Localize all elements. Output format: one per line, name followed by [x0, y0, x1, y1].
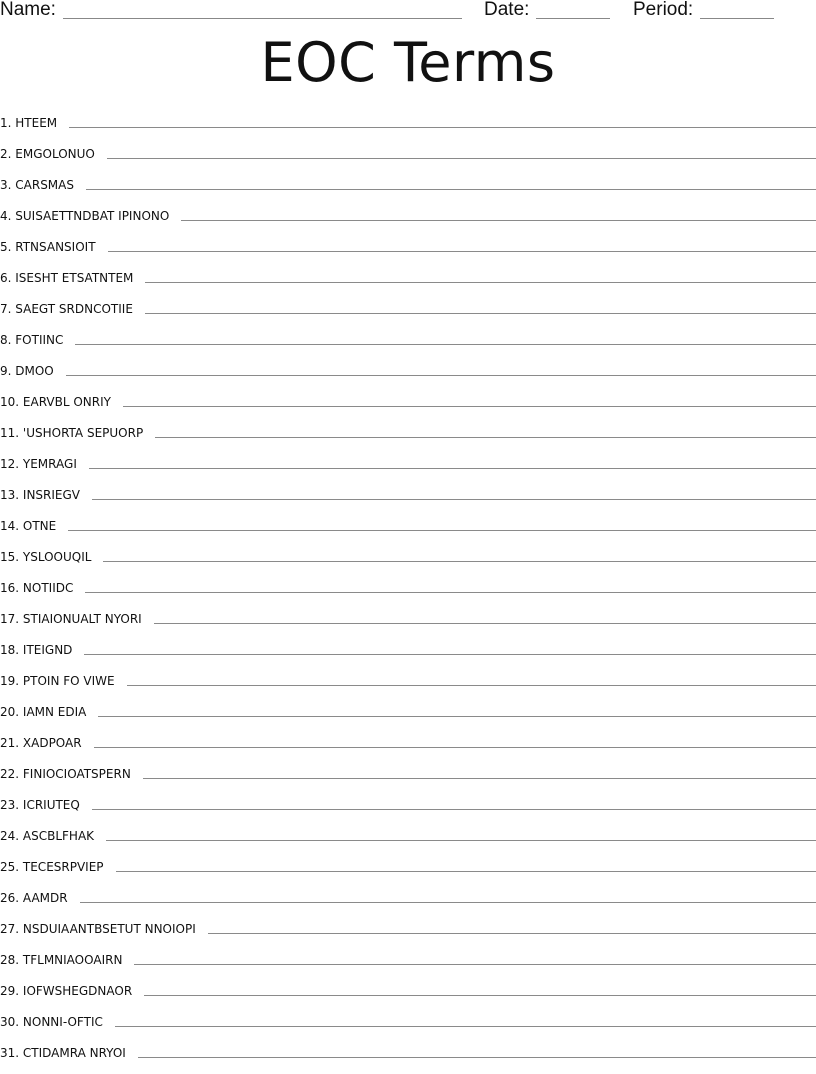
list-item — [0, 671, 816, 702]
period-label: Period: — [633, 0, 694, 20]
list-item — [0, 361, 816, 392]
answer-line[interactable] — [75, 344, 816, 345]
answer-line[interactable] — [208, 933, 816, 934]
answer-line[interactable] — [66, 375, 816, 376]
answer-line[interactable] — [145, 313, 816, 314]
answer-line[interactable] — [116, 871, 816, 872]
scrambled-word: 31. CTIDAMRA NRYOI — [0, 1046, 126, 1060]
list-item — [0, 733, 816, 764]
answer-line[interactable] — [92, 809, 816, 810]
scrambled-word: 2. EMGOLONUO — [0, 147, 95, 161]
date-field[interactable] — [536, 18, 610, 19]
answer-line[interactable] — [123, 406, 816, 407]
answer-line[interactable] — [155, 437, 816, 438]
answer-line[interactable] — [85, 592, 816, 593]
scrambled-word: 26. AAMDR — [0, 891, 68, 905]
answer-line[interactable] — [115, 1026, 816, 1027]
scrambled-word: 10. EARVBL ONRIY — [0, 395, 111, 409]
page-title: EOC Terms — [260, 31, 556, 94]
answer-line[interactable] — [89, 468, 816, 469]
date-label: Date: — [484, 0, 530, 20]
answer-line[interactable] — [143, 778, 816, 779]
list-item — [0, 516, 816, 547]
answer-line[interactable] — [144, 995, 816, 996]
list-item — [0, 175, 816, 206]
scrambled-word: 4. SUISAETTNDBAT IPINONO — [0, 209, 170, 223]
list-item — [0, 702, 816, 733]
scrambled-word: 18. ITEIGND — [0, 643, 73, 657]
scrambled-word: 7. SAEGT SRDNCOTIIE — [0, 302, 133, 316]
list-item — [0, 299, 816, 330]
scrambled-word: 13. INSRIEGV — [0, 488, 80, 502]
scrambled-word: 5. RTNSANSIOIT — [0, 240, 96, 254]
list-item — [0, 919, 816, 950]
list-item — [0, 578, 816, 609]
scrambled-word: 14. OTNE — [0, 519, 57, 533]
list-item — [0, 640, 816, 671]
scrambled-word: 24. ASCBLFHAK — [0, 829, 95, 843]
scrambled-word: 23. ICRIUTEQ — [0, 798, 80, 812]
list-item — [0, 485, 816, 516]
answer-line[interactable] — [84, 654, 816, 655]
list-item — [0, 454, 816, 485]
answer-line[interactable] — [134, 964, 816, 965]
answer-line[interactable] — [68, 530, 816, 531]
answer-line[interactable] — [127, 685, 816, 686]
scrambled-word: 16. NOTIIDC — [0, 581, 74, 595]
list-item — [0, 392, 816, 423]
scrambled-word: 25. TECESRPVIEP — [0, 860, 104, 874]
scrambled-word: 29. IOFWSHEGDNAOR — [0, 984, 133, 998]
scrambled-word: 30. NONNI-OFTIC — [0, 1015, 103, 1029]
scrambled-word: 19. PTOIN FO VIWE — [0, 674, 115, 688]
list-item — [0, 1043, 816, 1074]
worksheet-header — [0, 0, 816, 24]
answer-line[interactable] — [94, 747, 816, 748]
scrambled-word: 22. FINIOCIOATSPERN — [0, 767, 131, 781]
list-item — [0, 857, 816, 888]
list-item — [0, 981, 816, 1012]
list-item — [0, 764, 816, 795]
scrambled-word: 3. CARSMAS — [0, 178, 74, 192]
answer-line[interactable] — [145, 282, 816, 283]
list-item — [0, 144, 816, 175]
answer-line[interactable] — [98, 716, 816, 717]
period-field[interactable] — [700, 18, 774, 19]
answer-line[interactable] — [107, 158, 816, 159]
scrambled-word: 11. 'USHORTA SEPUORP — [0, 426, 144, 440]
list-item — [0, 547, 816, 578]
scrambled-word: 28. TFLMNIAOOAIRN — [0, 953, 123, 967]
word-scramble-list — [0, 113, 816, 1074]
scrambled-word: 20. IAMN EDIA — [0, 705, 87, 719]
scrambled-word: 8. FOTIINC — [0, 333, 64, 347]
list-item — [0, 206, 816, 237]
answer-line[interactable] — [80, 902, 816, 903]
name-label: Name: — [0, 0, 56, 20]
answer-line[interactable] — [86, 189, 816, 190]
name-field[interactable] — [63, 18, 462, 19]
list-item — [0, 950, 816, 981]
scrambled-word: 17. STIAIONUALT NYORI — [0, 612, 142, 626]
list-item — [0, 609, 816, 640]
scrambled-word: 1. HTEEM — [0, 116, 58, 130]
answer-line[interactable] — [92, 499, 816, 500]
scrambled-word: 21. XADPOAR — [0, 736, 82, 750]
scrambled-word: 27. NSDUIAANTBSETUT NNOIOPI — [0, 922, 196, 936]
answer-line[interactable] — [69, 127, 816, 128]
list-item — [0, 826, 816, 857]
list-item — [0, 268, 816, 299]
list-item — [0, 113, 816, 144]
scrambled-word: 15. YSLOOUQIL — [0, 550, 92, 564]
list-item — [0, 237, 816, 268]
list-item — [0, 1012, 816, 1043]
list-item — [0, 795, 816, 826]
scrambled-word: 12. YEMRAGI — [0, 457, 77, 471]
answer-line[interactable] — [103, 561, 816, 562]
scrambled-word: 9. DMOO — [0, 364, 54, 378]
list-item — [0, 888, 816, 919]
answer-line[interactable] — [138, 1057, 816, 1058]
answer-line[interactable] — [108, 251, 816, 252]
list-item — [0, 423, 816, 454]
scrambled-word: 6. ISESHT ETSATNTEM — [0, 271, 134, 285]
answer-line[interactable] — [154, 623, 816, 624]
answer-line[interactable] — [106, 840, 816, 841]
list-item — [0, 330, 816, 361]
answer-line[interactable] — [181, 220, 816, 221]
